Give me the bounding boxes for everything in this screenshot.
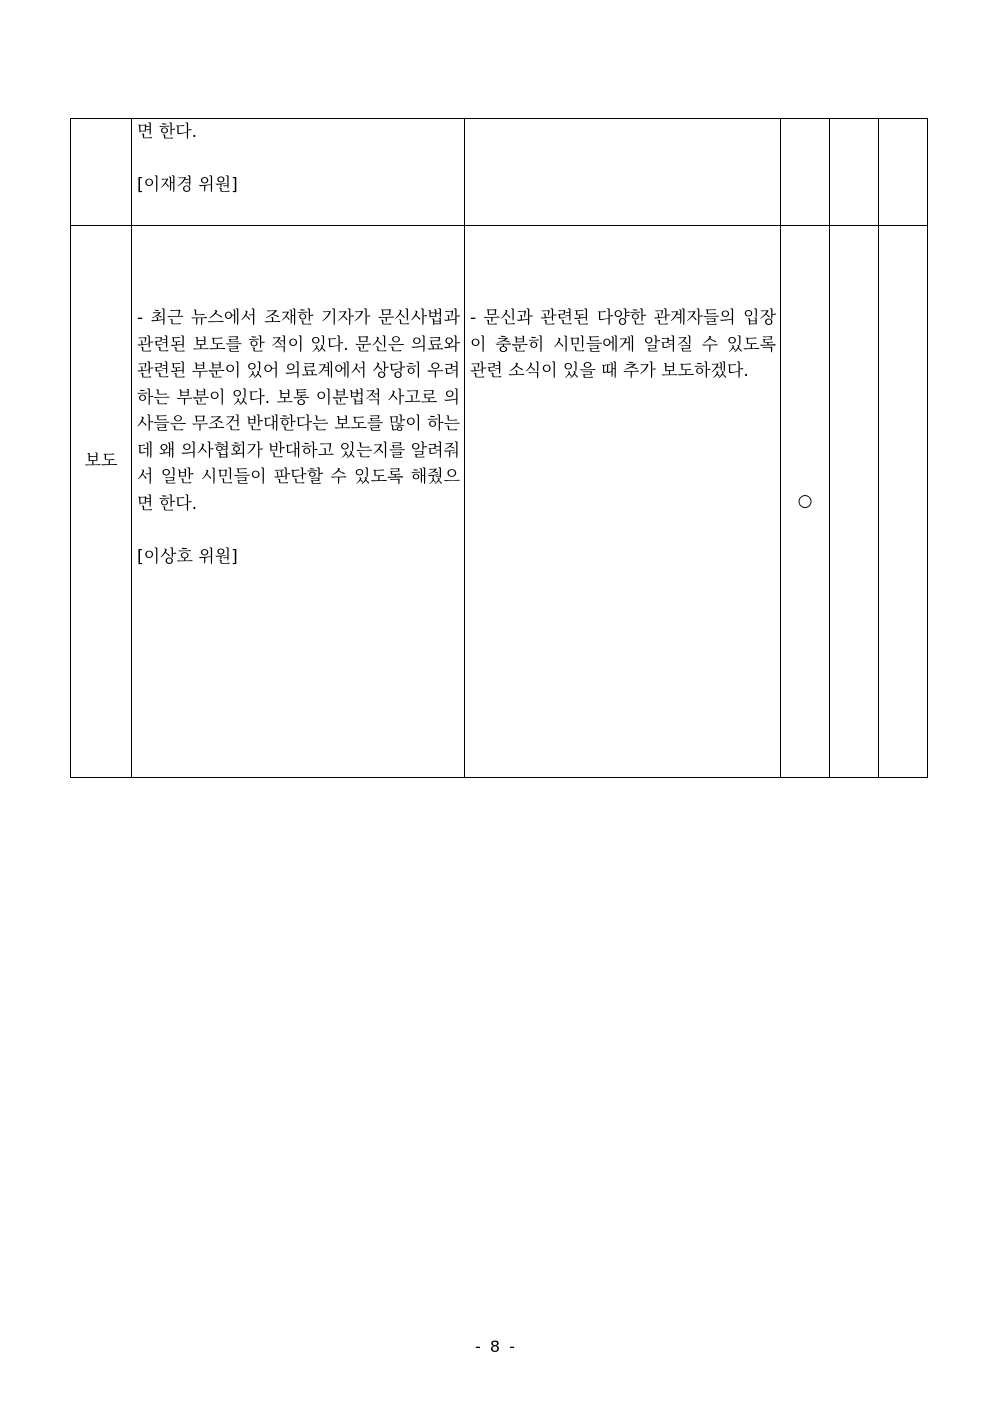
opinion-text: 면 한다.	[137, 122, 198, 142]
category-cell	[71, 119, 132, 226]
mark-cell-2	[830, 119, 879, 226]
table-row	[71, 226, 928, 778]
opinion-cell	[132, 226, 465, 778]
member-name: [이재경 위원]	[137, 175, 238, 195]
mark-cell-3	[879, 119, 928, 226]
table-row	[71, 119, 928, 226]
response-text: - 문신과 관련된 다양한 관계자들의 입장이 충분히 시민들에게 알려질 수 있도록 관련 소식이 있을 때 추가 보도하겠다.	[470, 308, 776, 381]
category-cell: 보도	[71, 226, 132, 778]
member-name: [이상호 위원]	[137, 546, 238, 567]
mark-cell-3	[879, 226, 928, 778]
opinion-text: - 최근 뉴스에서 조재한 기자가 문신사법과 관련된 보도를 한 적이 있다. 문신은 의료와 관련된 부분이 있어 의료계에서 상당히 우려하는 부분이 있다. 보통 이분법적 사고로 의사들은 무조건 반대한다는 보도를 많이 하는데 왜 의사협회가 반대하고 있는지를 알려줘서 일반 시민들이 판단할 수 있도록 해줬으면 한다.	[137, 308, 460, 514]
mark-cell-2	[830, 226, 879, 778]
check-mark: ○	[781, 226, 830, 778]
response-cell	[465, 226, 781, 778]
response-cell	[465, 119, 781, 226]
mark-cell-1	[781, 119, 830, 226]
opinion-cell	[132, 119, 465, 226]
page-number: - 8 -	[475, 1337, 517, 1356]
feedback-table	[70, 118, 928, 778]
